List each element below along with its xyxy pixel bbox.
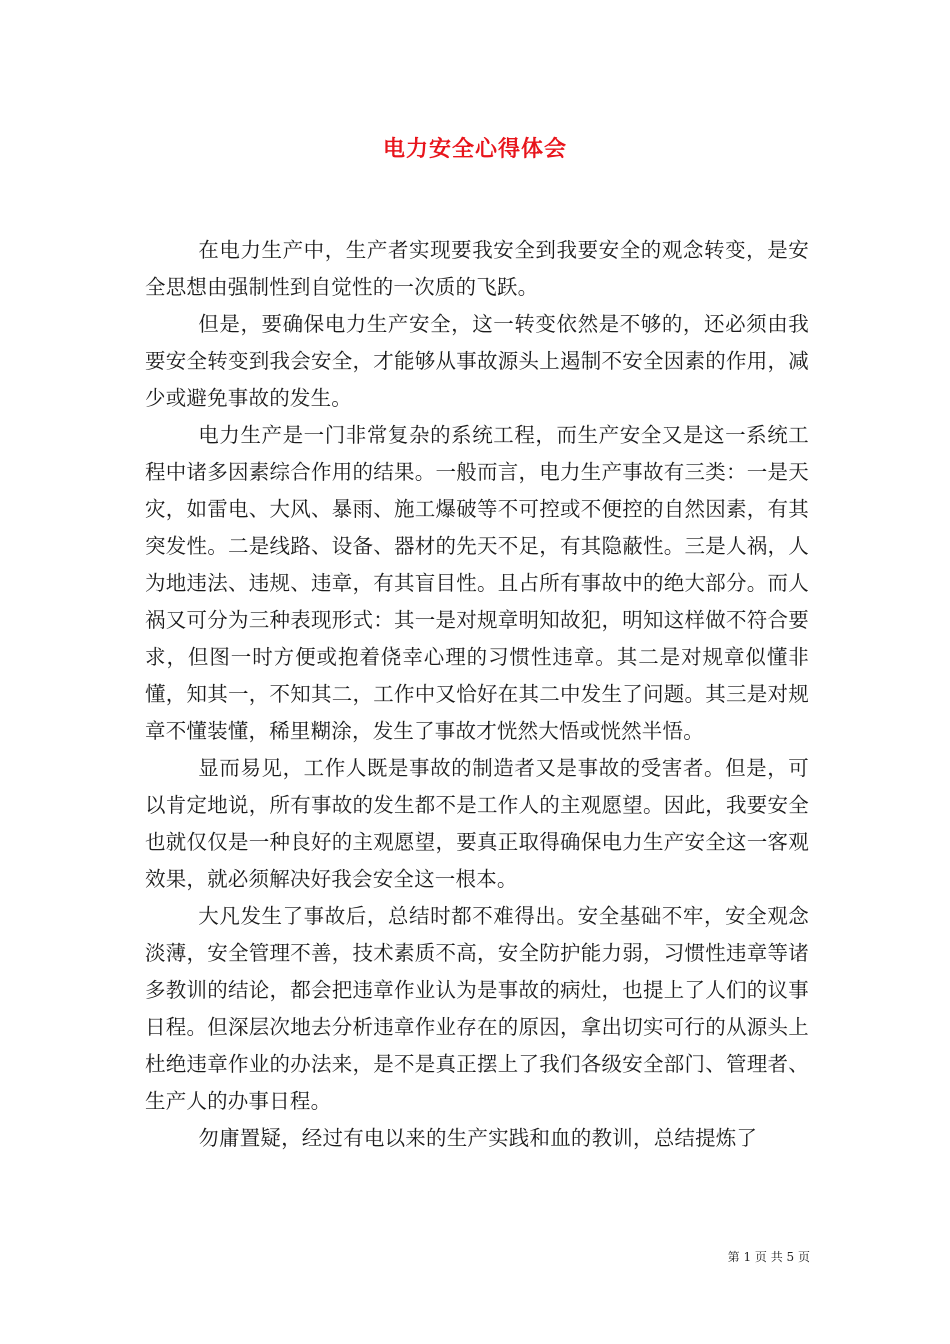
paragraph: 大凡发生了事故后，总结时都不难得出。安全基础不牢，安全观念淡薄，安全管理不善，技术素质不高，安全防护能力弱，习惯性违章等诸多教训的结论，都会把违章作业认为是事故的病灶，也提上了人们的议事日程。但深层次地去分析违章作业存在的原因，拿出切实可行的从源头上杜绝违章作业的办法来，是不是真正摆上了我们各级安全部门、管理者、生产人的办事日程。 [145, 904, 809, 1113]
paragraph: 勿庸置疑，经过有电以来的生产实践和血的教训，总结提炼了 [198, 1126, 758, 1150]
paragraph: 显而易见，工作人既是事故的制造者又是事故的受害者。但是，可以肯定地说，所有事故的发生都不是工作人的主观愿望。因此，我要安全也就仅仅是一种良好的主观愿望，要真正取得确保电力生产安全这一客观效果，就必须解决好我会安全这一根本。 [145, 756, 809, 891]
paragraph: 但是，要确保电力生产安全，这一转变依然是不够的，还必须由我要安全转变到我会安全，才能够从事故源头上遏制不安全因素的作用，减少或避免事故的发生。 [145, 312, 809, 410]
paragraph: 在电力生产中，生产者实现要我安全到我要安全的观念转变，是安全思想由强制性到自觉性的一次质的飞跃。 [145, 238, 809, 299]
paragraph: 电力生产是一门非常复杂的系统工程，而生产安全又是这一系统工程中诸多因素综合作用的结果。一般而言，电力生产事故有三类：一是天灾，如雷电、大风、暴雨、施工爆破等不可控或不便控的自然因素，有其突发性。二是线路、设备、器材的先天不足，有其隐蔽性。三是人祸，人为地违法、违规、违章，有其盲目性。且占所有事故中的绝大部分。而人祸又可分为三种表现形式：其一是对规章明知故犯，明知这样做不符合要求，但图一时方便或抱着侥幸心理的习惯性违章。其二是对规章似懂非懂，知其一，不知其二，工作中又恰好在其二中发生了问题。其三是对规章不懂装懂，稀里糊涂，发生了事故才恍然大悟或恍然半悟。 [145, 423, 809, 743]
document-title: 电力安全心得体会 [382, 137, 567, 162]
page-number: 第 1 页 共 5 页 [727, 1250, 810, 1264]
document-body [145, 232, 809, 1157]
